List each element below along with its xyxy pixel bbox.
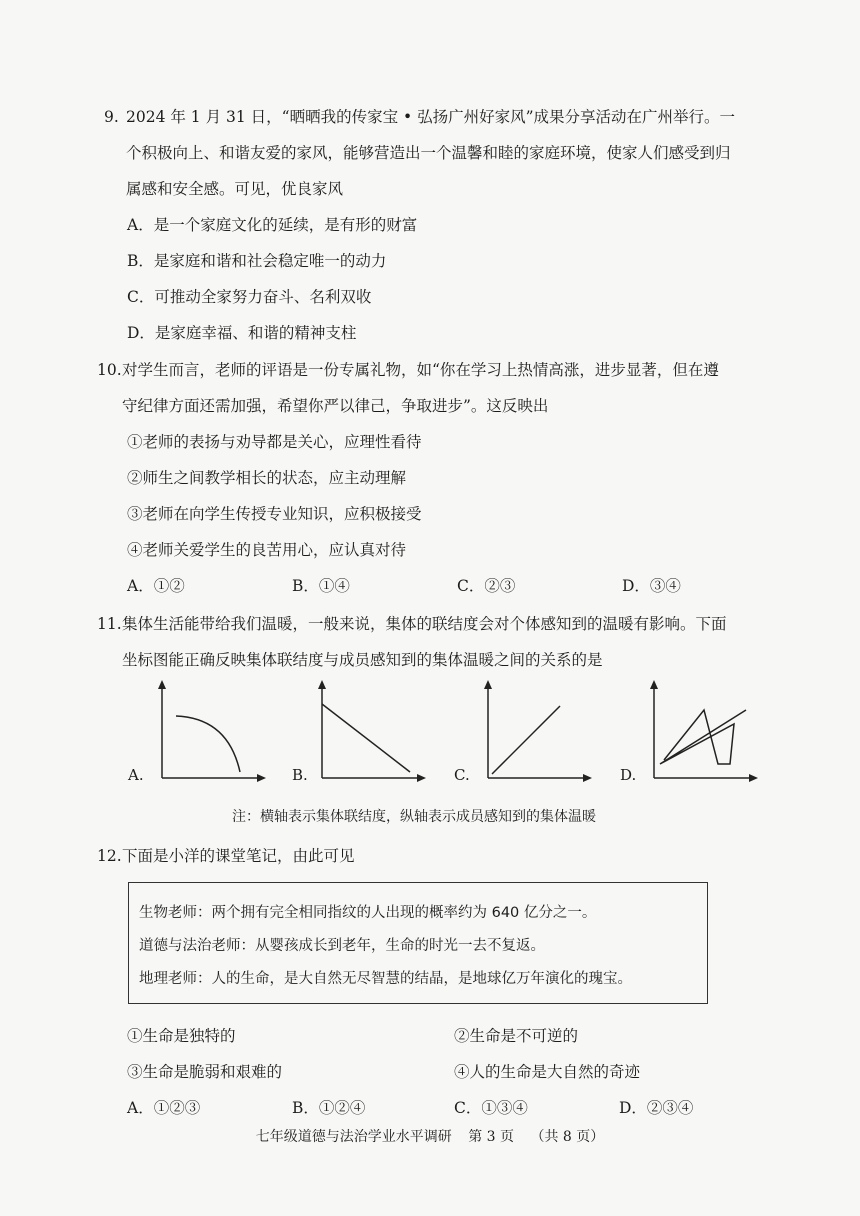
graph-label: B.	[292, 766, 308, 784]
statement-1: ①生命是独特的	[127, 1027, 236, 1045]
question-9	[104, 99, 784, 351]
page-number: 第 3 页	[468, 1129, 514, 1145]
graph-label: A.	[128, 766, 144, 784]
question-text: 对学生而言，老师的评语是一份专属礼物，如“你在学习上热情高涨，进步显著，但在遵	[122, 361, 719, 379]
statement-4: ④老师关爱学生的良苦用心，应认真对待	[127, 541, 407, 559]
page-footer	[0, 1126, 860, 1146]
graph-c-plot	[454, 676, 594, 786]
question-12-options	[97, 1018, 777, 1126]
note-geography: 地理老师：人的生命，是大自然无尽智慧的结晶，是地球亿万年演化的瑰宝。	[139, 971, 632, 987]
question-number: 11.	[97, 615, 122, 633]
question-text: 2024 年 1 月 31 日，“晒晒我的传家宝 • 弘扬广州好家风”成果分享活动在广州举行。一	[126, 108, 736, 126]
graph-b	[292, 676, 432, 786]
question-text: 坐标图能正确反映集体联结度与成员感知到的集体温暖之间的关系的是	[122, 651, 603, 669]
statement-1: ①老师的表扬与劝导都是关心，应理性看待	[127, 433, 422, 451]
question-10	[97, 352, 777, 604]
option-b: B．①②④	[292, 1099, 366, 1117]
option-b: B．是家庭和谐和社会稳定唯一的动力	[127, 252, 387, 270]
question-text: 个积极向上、和谐友爱的家风，能够营造出一个温馨和睦的家庭环境，使家人们感受到归	[126, 144, 731, 162]
question-number: 12.	[97, 847, 122, 865]
graph-options	[128, 676, 768, 786]
question-text: 属感和安全感。可见，优良家风	[126, 180, 344, 198]
graph-d	[620, 676, 760, 786]
graph-note: 注：横轴表示集体联结度，纵轴表示成员感知到的集体温暖	[232, 809, 596, 825]
option-d: D．是家庭幸福、和谐的精神支柱	[127, 324, 357, 342]
question-text: 守纪律方面还需加强，希望你严以律己，争取进步”。这反映出	[122, 397, 549, 415]
statement-3: ③生命是脆弱和艰难的	[127, 1063, 283, 1081]
class-notes-box	[128, 882, 708, 1004]
graph-a	[128, 676, 268, 786]
page-total: （共 8 页）	[530, 1129, 605, 1145]
exam-title: 七年级道德与法治学业水平调研	[255, 1129, 452, 1145]
question-text: 下面是小洋的课堂笔记，由此可见	[122, 847, 355, 865]
question-11	[97, 606, 777, 678]
graph-label: C.	[454, 766, 470, 784]
option-d: D．②③④	[619, 1099, 694, 1117]
option-c: C．②③	[457, 577, 516, 595]
question-text: 集体生活能带给我们温暖，一般来说，集体的联结度会对个体感知到的温暖有影响。下面	[122, 615, 727, 633]
statement-2: ②生命是不可逆的	[454, 1027, 579, 1045]
statement-3: ③老师在向学生传授专业知识，应积极接受	[127, 505, 422, 523]
statement-4: ④人的生命是大自然的奇迹	[454, 1063, 641, 1081]
option-a: A．①②	[127, 577, 185, 595]
graph-c	[454, 676, 594, 786]
question-number: 10.	[97, 361, 122, 379]
graph-label: D.	[620, 766, 637, 784]
graph-d-plot	[620, 676, 760, 786]
graph-b-plot	[292, 676, 432, 786]
option-c: C．可推动全家努力奋斗、名利双收	[127, 288, 372, 306]
option-d: D．③④	[622, 577, 681, 595]
question-12	[97, 838, 777, 874]
option-a: A．是一个家庭文化的延续，是有形的财富	[127, 216, 418, 234]
note-biology: 生物老师：两个拥有完全相同指纹的人出现的概率约为 640 亿分之一。	[139, 905, 597, 921]
graph-a-plot	[128, 676, 268, 786]
statement-2: ②师生之间教学相长的状态，应主动理解	[127, 469, 407, 487]
note-morality-law: 道德与法治老师：从婴孩成长到老年，生命的时光一去不复返。	[139, 938, 545, 954]
option-a: A．①②③	[127, 1099, 201, 1117]
option-c: C．①③④	[454, 1099, 528, 1117]
question-number: 9.	[104, 108, 119, 126]
option-b: B．①④	[292, 577, 350, 595]
